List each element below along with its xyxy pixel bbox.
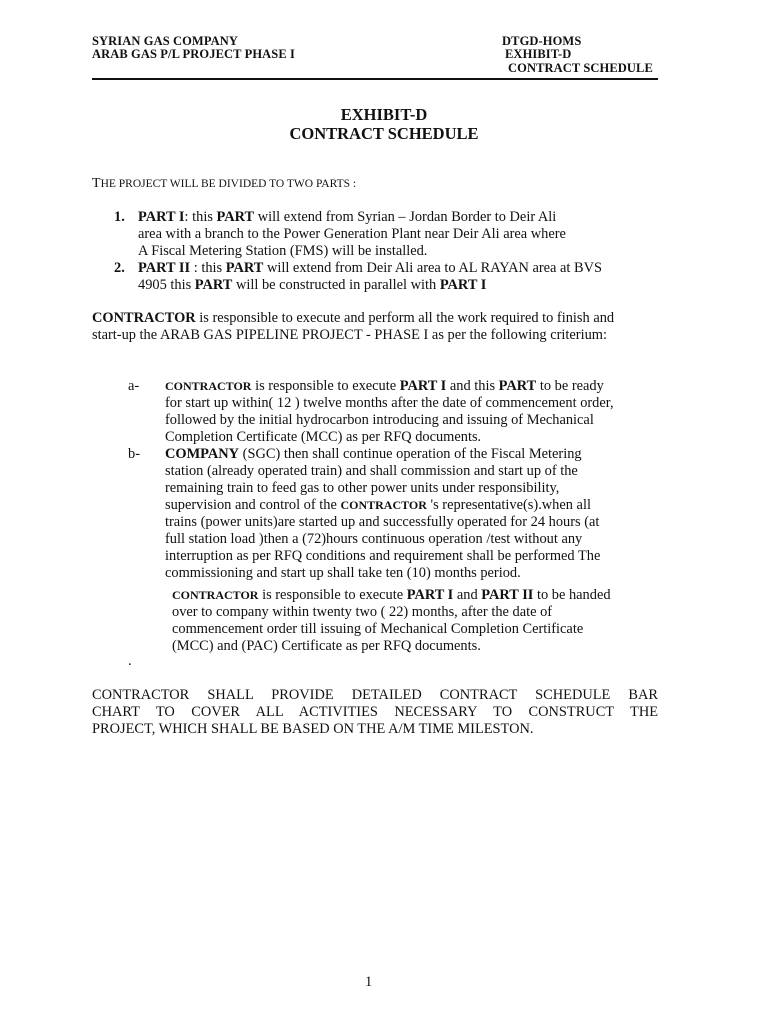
list-item-text: area with a branch to the Power Generation Plant near Deir Ali area where xyxy=(138,226,566,242)
criterion-text xyxy=(165,446,582,463)
text-span: 's representative(s).when all xyxy=(426,497,591,513)
header-section: CONTRACT SCHEDULE xyxy=(508,61,653,75)
part-label: PART II xyxy=(481,587,534,603)
part-label: PART xyxy=(194,277,233,293)
text-span: to be ready xyxy=(536,378,604,394)
part-label: PART I xyxy=(439,277,487,293)
text-span: and xyxy=(453,587,482,603)
part-label: PART I xyxy=(138,209,185,225)
criterion-text xyxy=(172,587,611,604)
closing-line: PROJECT, WHICH SHALL BE BASED ON THE A/M TIME MILESTON. xyxy=(92,721,534,737)
contractor-paragraph-line: start-up the ARAB GAS PIPELINE PROJECT - PHASE I as per the following criterium: xyxy=(92,327,607,343)
page-title: EXHIBIT-D xyxy=(340,105,428,124)
part-label: PART I xyxy=(399,378,447,394)
list-item-number: 1. xyxy=(114,209,125,225)
contractor-label: CONTRACTOR xyxy=(165,379,252,393)
page-number: 1 xyxy=(365,974,373,990)
part-label: PART xyxy=(498,378,537,394)
text-span: is responsible to execute and perform all the work required to finish and xyxy=(195,310,615,326)
criterion-text: commencement order till issuing of Mechanical Completion Certificate xyxy=(172,621,584,637)
criterion-text: Completion Certificate (MCC) as per RFQ documents. xyxy=(165,429,482,445)
list-item-text xyxy=(138,260,602,277)
contractor-label: CONTRACTOR xyxy=(92,310,196,326)
header-exhibit: EXHIBIT-D xyxy=(505,47,572,61)
criterion-text: over to company within twenty two ( 22) months, after the date of xyxy=(172,604,553,620)
part-label: PART I xyxy=(406,587,454,603)
list-item-text: A Fiscal Metering Station (FMS) will be installed. xyxy=(138,243,428,259)
intro-initial: T xyxy=(92,176,101,191)
header-project: ARAB GAS P/L PROJECT PHASE I xyxy=(92,47,295,61)
text-span: will be constructed in parallel with xyxy=(232,277,440,293)
intro-text: HE PROJECT WILL BE DIVIDED TO TWO PARTS : xyxy=(100,178,357,190)
list-item-number: 2. xyxy=(114,260,125,276)
criterion-text xyxy=(165,378,604,395)
criterion-text: trains (power units)are started up and successfully operated for 24 hours (at xyxy=(165,514,600,530)
text-span: : this xyxy=(184,209,217,225)
list-item-text xyxy=(138,209,556,226)
company-label: COMPANY xyxy=(165,446,240,462)
criterion-text: interruption as per RFQ conditions and requirement shall be performed The xyxy=(165,548,601,564)
stray-dot: . xyxy=(128,653,132,669)
intro-line xyxy=(92,176,356,192)
text-span: 4905 this xyxy=(138,277,195,293)
text-span: (SGC) then shall continue operation of the Fiscal Metering xyxy=(239,446,582,462)
part-label: PART xyxy=(225,260,264,276)
criterion-text: station (already operated train) and shall commission and start up of the xyxy=(165,463,578,479)
criterion-text: followed by the initial hydrocarbon introducing and issuing of Mechanical xyxy=(165,412,594,428)
text-span: is responsible to execute xyxy=(251,378,400,394)
part-label: PART xyxy=(216,209,255,225)
contractor-paragraph-line xyxy=(92,310,614,327)
criterion-text: full station load )then a (72)hours continuous operation /test without any xyxy=(165,531,583,547)
criterion-text: commissioning and start up shall take ten (10) months period. xyxy=(165,565,521,581)
criterion-text: (MCC) and (PAC) Certificate as per RFQ documents. xyxy=(172,638,481,654)
text-span: will extend from Syrian – Jordan Border to Deir Ali xyxy=(254,209,557,225)
text-span: : this xyxy=(190,260,226,276)
criterion-label: b- xyxy=(128,446,140,462)
text-span: and this xyxy=(446,378,499,394)
text-span: is responsible to execute xyxy=(258,587,407,603)
header-rule xyxy=(92,78,658,80)
header-doc-code: DTGD-HOMS xyxy=(502,34,582,48)
contractor-label: CONTRACTOR xyxy=(340,498,427,512)
list-item-text xyxy=(138,277,486,294)
criterion-label: a- xyxy=(128,378,140,394)
part-label: PART II xyxy=(138,260,191,276)
text-span: to be handed xyxy=(533,587,611,603)
closing-line: CONTRACTOR SHALL PROVIDE DETAILED CONTRACT SCHEDULE BAR xyxy=(92,687,658,703)
closing-line: CHART TO COVER ALL ACTIVITIES NECESSARY TO CONSTRUCT THE xyxy=(92,704,658,720)
text-span: will extend from Deir Ali area to AL RAYAN area at BVS xyxy=(263,260,602,276)
page-subtitle: CONTRACT SCHEDULE xyxy=(289,124,479,143)
text-span: supervision and control of the xyxy=(165,497,341,513)
contractor-label: CONTRACTOR xyxy=(172,588,259,602)
header-company: SYRIAN GAS COMPANY xyxy=(92,34,239,48)
criterion-text: remaining train to feed gas to other power units under responsibility, xyxy=(165,480,560,496)
criterion-text: for start up within( 12 ) twelve months after the date of commencement order, xyxy=(165,395,614,411)
criterion-text xyxy=(165,497,591,514)
